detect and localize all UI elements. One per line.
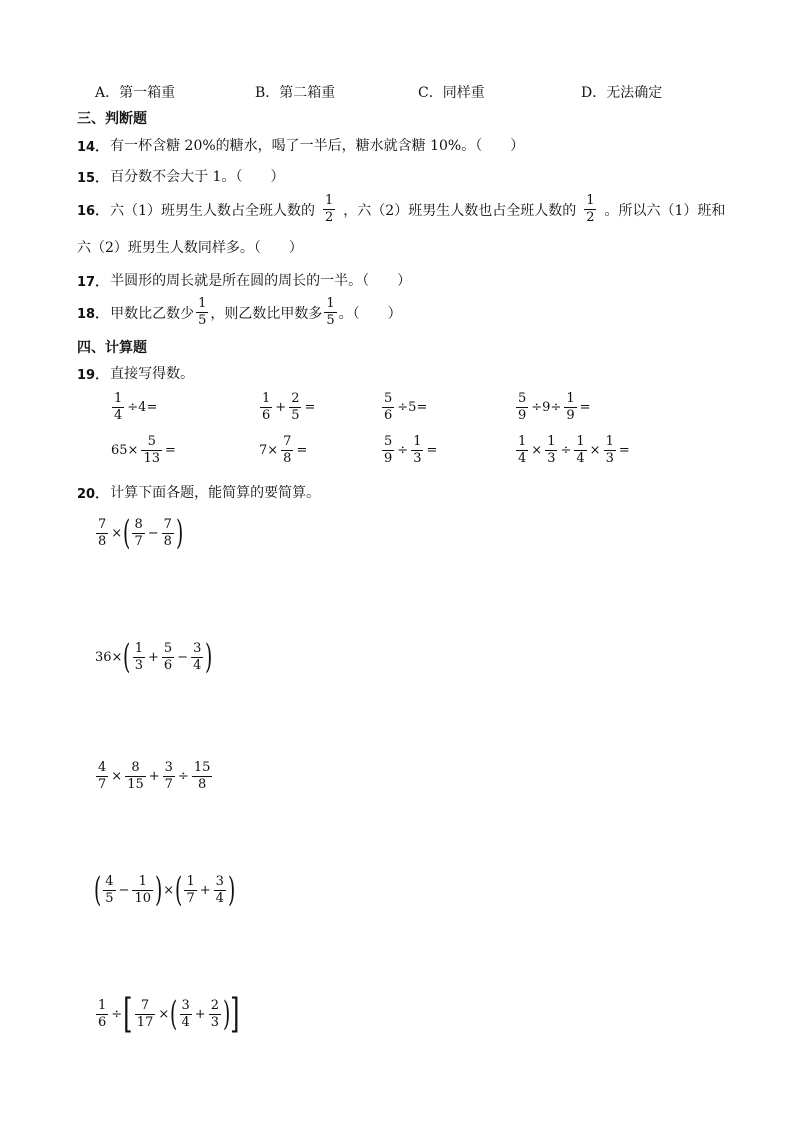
expr-20-1: $\frac{7}{8}$ × ( $\frac{8}{7}$ − $\frac{7}{8}$ )	[98, 513, 184, 553]
question-number: 18．	[77, 307, 109, 322]
question-number: 19．	[77, 367, 109, 383]
option-a: A．第一箱重	[95, 85, 176, 101]
question-18	[77, 296, 402, 329]
question-text: 半圆形的周长就是所在圆的周长的一半。（ ）	[110, 273, 412, 289]
expr-19-4: $\frac{5}{9}$ ÷9÷ $\frac{1}{9}$ =	[518, 391, 591, 423]
section-heading-calculation: 四、计算题	[77, 340, 147, 356]
option-b: B．第二箱重	[255, 85, 336, 101]
question-19	[77, 363, 194, 383]
question-number: 15．	[77, 170, 109, 186]
question-number: 17．	[77, 274, 109, 290]
expr-19-1: $\frac{1}{4}$ ÷4=	[114, 391, 158, 423]
question-text: 甲数比乙数少	[110, 305, 195, 322]
question-20	[77, 482, 320, 502]
expr-20-5: $\frac{1}{6}$ ÷ [ $\frac{7}{17}$ × ( $\frac{3}{4}$ + $\frac{2}{3}$ ) ]	[98, 991, 240, 1037]
question-16-line2: 六（2）班男生人数同样多。（ ）	[77, 240, 303, 256]
expr-19-3: $\frac{5}{6}$ ÷5=	[384, 391, 428, 423]
expr-19-8: $\frac{1}{4}$ × $\frac{1}{3}$ ÷ $\frac{1}{4}$ × $\frac{1}{3}$ =	[518, 434, 630, 466]
question-number: 16．	[77, 204, 109, 219]
question-15	[77, 166, 284, 186]
expr-19-6: 7× $\frac{7}{8}$ =	[259, 434, 308, 466]
option-d: D．无法确定	[581, 85, 663, 101]
question-text: ，六（2）班男生人数也占全班人数的	[343, 202, 577, 219]
fraction: $\frac{1}{5}$	[326, 296, 335, 328]
option-c: C．同样重	[418, 85, 485, 101]
question-16	[77, 193, 725, 226]
expr-19-2: $\frac{1}{6}$ + $\frac{2}{5}$ =	[262, 391, 316, 423]
question-text: 。（ ）	[338, 305, 402, 322]
section-heading-judgement: 三、判断题	[77, 111, 147, 127]
expr-20-4: ( $\frac{4}{5}$ − $\frac{1}{10}$ ) × ( $\frac{1}{7}$ + $\frac{3}{4}$ )	[93, 870, 236, 910]
question-text: 。所以六（1）班和	[604, 202, 726, 219]
question-text: 计算下面各题，能简算的要简算。	[110, 485, 321, 501]
expr-19-7: $\frac{5}{9}$ ÷ $\frac{1}{3}$ =	[384, 434, 438, 466]
fraction: $\frac{1}{2}$	[325, 193, 334, 225]
question-text: 百分数不会大于 1。（ ）	[110, 169, 285, 185]
fraction: $\frac{1}{2}$	[586, 193, 595, 225]
expr-20-3: $\frac{4}{7}$ × $\frac{8}{15}$ + $\frac{3}{7}$ ÷ $\frac{15}{8}$	[98, 760, 211, 792]
question-number: 14．	[77, 139, 109, 155]
question-17	[77, 270, 411, 290]
fraction: $\frac{1}{5}$	[198, 296, 207, 328]
question-text: 六（1）班男生人数占全班人数的	[110, 202, 316, 219]
question-text: ，则乙数比甲数多	[210, 305, 323, 322]
question-number: 20．	[77, 486, 109, 502]
question-14	[77, 135, 524, 155]
question-text: 直接写得数。	[110, 366, 195, 382]
expr-19-5: 65× $\frac{5}{13}$ =	[111, 434, 176, 466]
expr-20-2: 36× ( $\frac{1}{3}$ + $\frac{5}{6}$ − $\frac{3}{4}$ )	[95, 637, 213, 677]
question-text: 有一杯含糖 20%的糖水，喝了一半后，糖水就含糖 10%。（ ）	[110, 138, 525, 154]
